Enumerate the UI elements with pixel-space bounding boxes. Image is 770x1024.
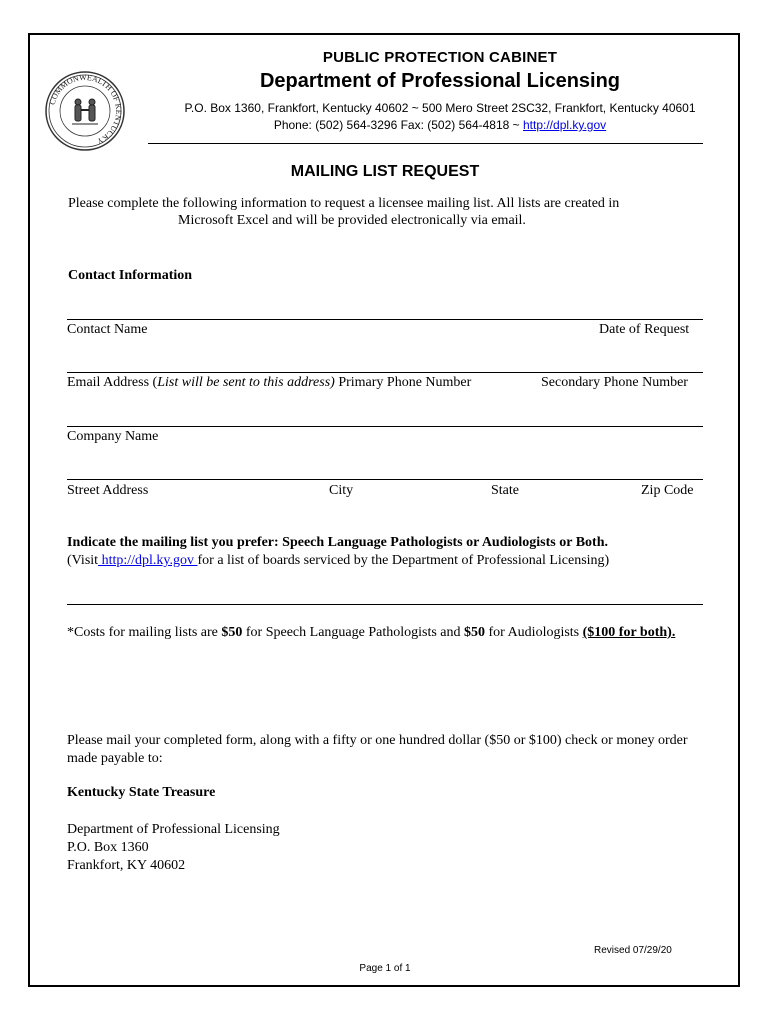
intro-line-2: Microsoft Excel and will be provided electronically via email. [178,213,526,228]
mailing-address: P.O. Box 1360, Frankfort, Kentucky 40602 ~ 500 Mero Street 2SC32, Frankfort, Kentucky 40601 [184,101,696,115]
visit-prefix: (Visit [67,553,99,568]
revised-date: Revised 07/29/20 [594,945,672,956]
zip-code-label: Zip Code [641,483,694,498]
contact-section-title: Contact Information [68,268,193,283]
kentucky-seal-logo [44,70,126,152]
department-title: Department of Professional Licensing [259,70,621,92]
email-phone-field[interactable] [67,372,703,373]
street-address-label: Street Address [67,483,149,498]
form-title: MAILING LIST REQUEST [290,163,480,180]
secondary-phone-label: Secondary Phone Number [541,375,688,390]
payee-name: Kentucky State Treasure [67,785,216,800]
list-preference-field[interactable] [67,604,703,605]
contact-name-field[interactable] [67,319,703,320]
agency-name: PUBLIC PROTECTION CABINET [322,49,558,66]
intro-line-1: Please complete the following information to request a licensee mailing list. All lists are created in [68,196,620,211]
page-number: Page 1 of 1 [359,963,411,974]
date-of-request-label: Date of Request [599,322,690,337]
list-preference-instruction: Indicate the mailing list you prefer: Speech Language Pathologists or Audiologists or Both. [67,535,608,550]
mail-to-line-1: Department of Professional Licensing [67,822,280,837]
aud-price: $50 [464,625,486,640]
mail-to-line-2: P.O. Box 1360 [67,840,149,855]
header-divider [148,143,703,144]
primary-phone-label: Primary Phone Number [334,375,472,390]
phone-fax: Phone: (502) 564-3296 Fax: (502) 564-4818 ~ [273,118,523,132]
seal-text: COMMONWEALTH OF KENTUCKY [47,72,124,147]
payment-instruction: Please mail your completed form, along with a fifty or one hundred dollar ($50 or $100) check or money order made payable to: [67,733,688,766]
contact-phone-line [130,118,750,132]
email-address-label [67,375,471,391]
mail-to-address [67,821,280,875]
visit-suffix: for a list of boards serviced by the Department of Professional Licensing) [197,553,610,568]
costs-middle: for Speech Language Pathologists and [242,625,465,640]
contact-name-label: Contact Name [67,322,148,337]
visit-website-note [67,553,609,569]
company-name-field[interactable] [67,426,703,427]
mail-to-line-3: Frankfort, KY 40602 [67,858,186,873]
address-field[interactable] [67,479,703,480]
state-label: State [491,483,519,498]
website-link[interactable]: http://dpl.ky.gov [523,118,607,132]
company-name-label: Company Name [67,429,159,444]
costs-prefix: *Costs for mailing lists are [67,625,222,640]
email-label-text: Email Address ( [67,375,158,390]
costs-note [67,624,703,642]
city-label: City [329,483,354,498]
visit-website-link[interactable]: http://dpl.ky.gov [98,553,198,568]
slp-price: $50 [221,625,243,640]
both-price: ($100 for both). [582,625,676,640]
email-note: List will be sent to this address) [157,375,335,390]
costs-aud-suffix: for Audiologists [485,625,583,640]
